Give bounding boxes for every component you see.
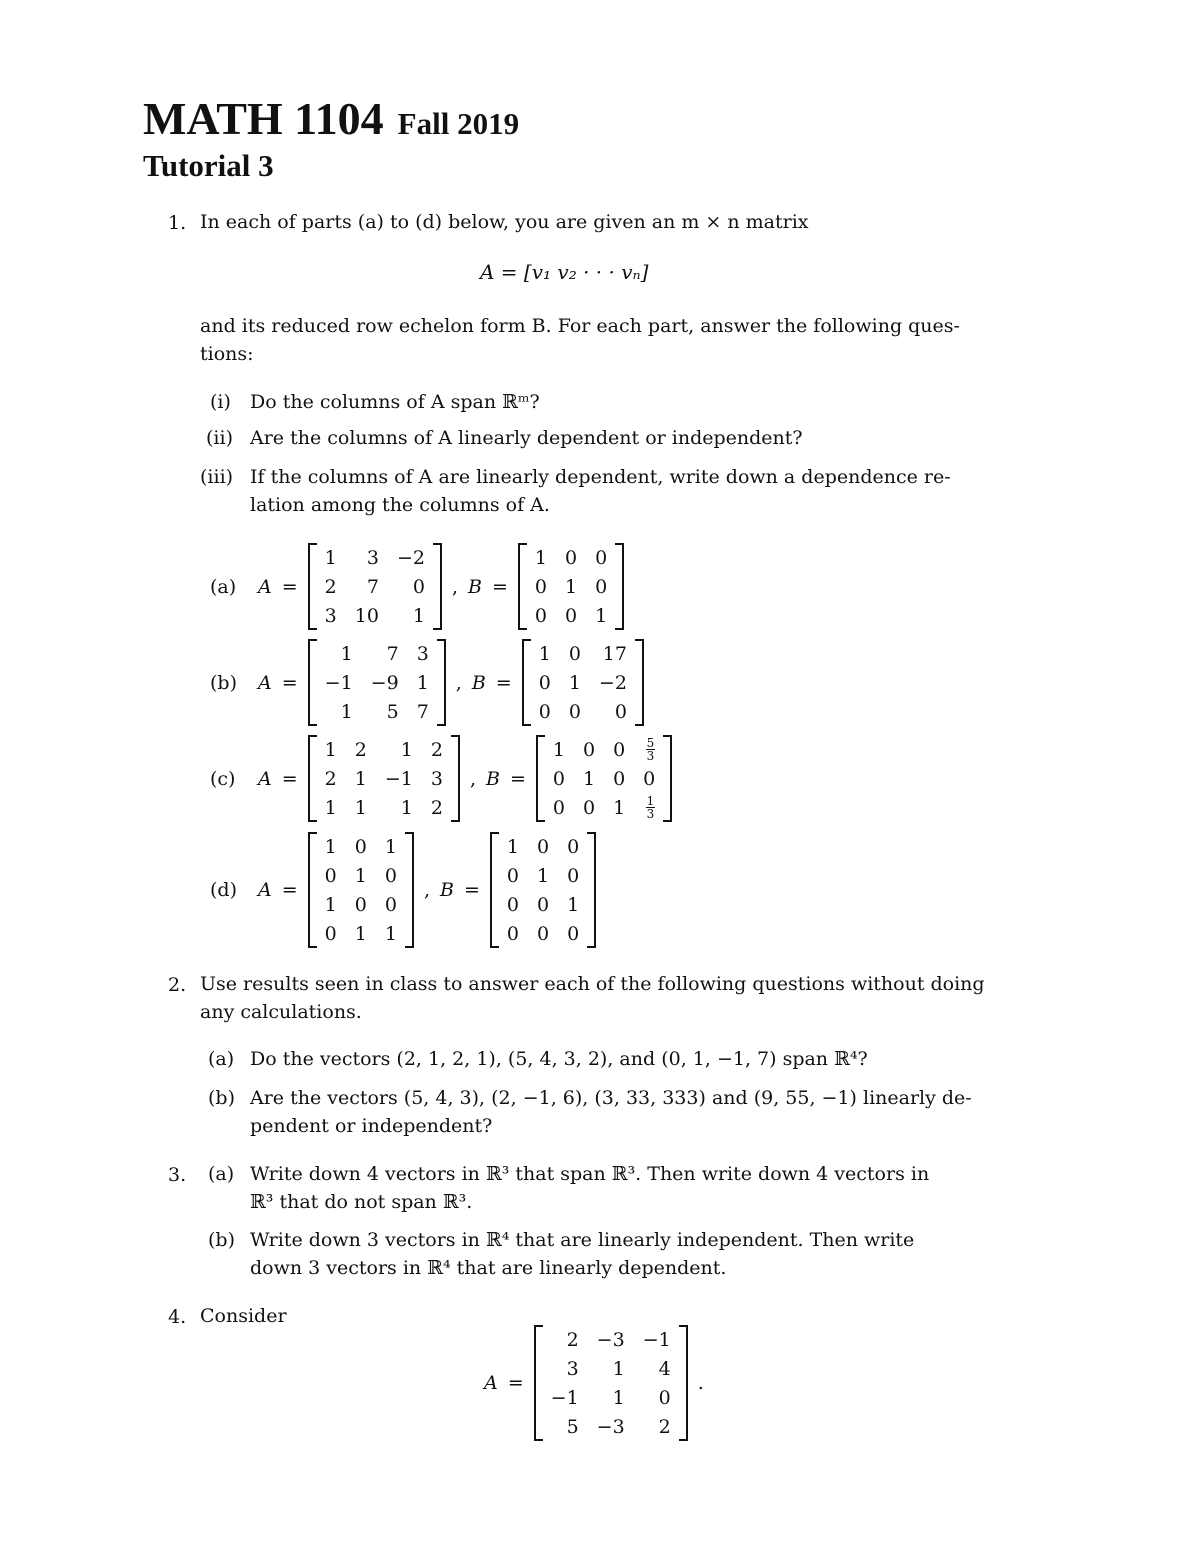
- matrix-entry: 2: [324, 767, 337, 790]
- subtitle: Tutorial 3: [143, 148, 274, 183]
- matrix-entry: 0: [536, 835, 550, 858]
- matrix-entry: 0: [324, 864, 337, 887]
- q3-a-1: Write down 4 vectors in ℝ³ that span ℝ³. Then write down 4 vectors in: [250, 1163, 930, 1185]
- matrix-A-q4: [534, 1325, 688, 1441]
- matrix-entry: 0: [506, 864, 519, 887]
- matrix-A-d: [308, 832, 414, 948]
- matrix-entry: 1: [324, 893, 337, 916]
- matrix-entry: 0: [568, 700, 581, 723]
- q1-part-a: (a) A = 1 3 −2 2 7 0 3 10 1 , B = 1 0 0 0 1 0 0 0 1: [210, 543, 624, 630]
- q4-intro: Consider: [200, 1305, 287, 1327]
- matrix-entry: 7: [366, 575, 379, 598]
- q2-intro-2: any calculations.: [200, 1001, 362, 1023]
- matrix-A-a: [308, 543, 442, 630]
- matrix-entry: −1: [550, 1386, 579, 1409]
- matrix-entry: 1: [536, 864, 550, 887]
- matrix-entry: −2: [598, 671, 627, 694]
- matrix-entry: 1: [354, 864, 367, 887]
- q1-item-ii: Are the columns of A linearly dependent or independent?: [250, 427, 803, 449]
- matrix-entry: 1: [582, 767, 596, 790]
- q4-matrix-eq: A = 2 −3 −1 3 1 4 −1 1 0 5 −3 2 .: [484, 1325, 714, 1441]
- matrix-entry: 1: [324, 546, 337, 569]
- q3-number: 3.: [168, 1164, 187, 1186]
- matrix-entry: 0: [384, 893, 397, 916]
- q2-intro-1: Use results seen in class to answer each of the following questions without doing: [200, 973, 985, 995]
- matrix-entry: 1: [340, 700, 353, 723]
- matrix-entry: 7: [416, 700, 429, 723]
- part-a-label: (a): [210, 575, 237, 598]
- matrix-entry: 1: [613, 796, 626, 819]
- q1-item-ii-label: (ii): [206, 427, 233, 449]
- q2-number: 2.: [168, 974, 187, 996]
- q1-item-i-label: (i): [210, 391, 231, 413]
- matrix-entry: 0: [613, 767, 626, 790]
- matrix-entry: 4: [658, 1357, 671, 1380]
- matrix-entry: 0: [384, 864, 397, 887]
- matrix-entry: 0: [324, 922, 337, 945]
- matrix-entry: 3: [366, 546, 379, 569]
- matrix-entry: 0: [506, 922, 519, 945]
- matrix-entry: 2: [430, 738, 443, 761]
- matrix-entry: 1: [412, 604, 425, 627]
- matrix-a-symbol-q4: A: [484, 1372, 498, 1394]
- matrix-entry: 1: [595, 604, 608, 627]
- matrix-entry: 0: [614, 700, 627, 723]
- matrix-entry: 2: [324, 575, 337, 598]
- matrix-entry: 1: [384, 835, 397, 858]
- matrix-entry: 0: [567, 922, 580, 945]
- matrix-entry: 2: [354, 738, 367, 761]
- matrix-entry: 0: [552, 767, 565, 790]
- matrix-entry: 0: [506, 893, 519, 916]
- matrix-entry: 3: [430, 767, 443, 790]
- course-code: MATH 1104: [143, 93, 384, 144]
- matrix-entry: 2: [658, 1415, 671, 1438]
- matrix-entry: 3: [566, 1357, 579, 1380]
- matrix-entry: 1: [612, 1357, 625, 1380]
- q2-b-1: Are the vectors (5, 4, 3), (2, −1, 6), (3, 33, 333) and (9, 55, −1) linearly de-: [250, 1087, 972, 1109]
- matrix-entry: 0: [643, 767, 656, 790]
- part-c-label: (c): [210, 767, 236, 790]
- matrix-entry: $\frac{1}{3}$: [646, 794, 655, 821]
- q2-b-2: pendent or independent?: [250, 1115, 493, 1137]
- q1-after-2: tions:: [200, 343, 254, 365]
- q1-part-b: (b) A = 1 7 3 −1 −9 1 1 5 7 , B = 1 0 17 0 1 −2 0 0 0: [210, 639, 644, 726]
- q1-item-iii-label: (iii): [200, 466, 234, 488]
- q3-a-label: (a): [208, 1163, 235, 1185]
- q3-b-1: Write down 3 vectors in ℝ⁴ that are linearly independent. Then write: [250, 1229, 915, 1251]
- part-b-label: (b): [210, 671, 237, 694]
- matrix-entry: 0: [412, 575, 425, 598]
- matrix-entry: 1: [552, 738, 565, 761]
- matrix-entry: 3: [324, 604, 337, 627]
- matrix-entry: 0: [595, 575, 608, 598]
- matrix-B-c: [536, 735, 672, 822]
- matrix-entry: 1: [506, 835, 519, 858]
- matrix-entry: 0: [536, 893, 550, 916]
- matrix-entry: 1: [416, 671, 429, 694]
- matrix-entry: 0: [552, 796, 565, 819]
- matrix-entry: 0: [567, 835, 580, 858]
- matrix-entry: 0: [564, 546, 578, 569]
- q1-matrix-def: A = [v₁ v₂ · · · vₙ]: [480, 260, 649, 284]
- part-d-label: (d): [210, 879, 237, 901]
- matrix-entry: 0: [534, 604, 547, 627]
- q4-number: 4.: [168, 1306, 187, 1328]
- q1-part-d: (d) A = 1 0 1 0 1 0 1 0 0 0 1 1 , B = 1 0 0 0 1 0 0 0 1 0 0 0: [210, 832, 596, 948]
- matrix-b-symbol: B: [468, 575, 482, 598]
- matrix-entry: 1: [400, 796, 413, 819]
- matrix-entry: −9: [370, 671, 399, 694]
- matrix-entry: 1: [538, 642, 551, 665]
- matrix-entry: 10: [354, 604, 379, 627]
- matrix-entry: 0: [564, 604, 578, 627]
- q2-a: Do the vectors (2, 1, 2, 1), (5, 4, 3, 2), and (0, 1, −1, 7) span ℝ⁴?: [250, 1048, 868, 1070]
- matrix-entry: 1: [564, 575, 578, 598]
- q2-a-label: (a): [208, 1048, 235, 1070]
- matrix-entry: 1: [568, 671, 581, 694]
- matrix-entry: 0: [595, 546, 608, 569]
- matrix-entry: 0: [582, 738, 596, 761]
- matrix-entry: 0: [538, 700, 551, 723]
- matrix-entry: 2: [430, 796, 443, 819]
- matrix-entry: $\frac{5}{3}$: [646, 736, 655, 763]
- matrix-entry: 5: [566, 1415, 579, 1438]
- matrix-entry: 17: [602, 642, 627, 665]
- matrix-entry: 0: [658, 1386, 671, 1409]
- page-title: [143, 92, 519, 145]
- matrix-entry: 2: [566, 1328, 579, 1351]
- q1-intro: In each of parts (a) to (d) below, you are given an m × n matrix: [200, 211, 809, 233]
- matrix-entry: 1: [324, 738, 337, 761]
- matrix-entry: 5: [386, 700, 399, 723]
- matrix-A-b: [308, 639, 446, 726]
- q3-b-2: down 3 vectors in ℝ⁴ that are linearly dependent.: [250, 1257, 727, 1279]
- matrix-entry: 0: [538, 671, 551, 694]
- matrix-B-d: [490, 832, 596, 948]
- matrix-entry: 7: [386, 642, 399, 665]
- matrix-A-c: [308, 735, 460, 822]
- matrix-entry: 1: [612, 1386, 625, 1409]
- matrix-entry: 1: [567, 893, 580, 916]
- matrix-entry: −3: [596, 1328, 625, 1351]
- matrix-entry: 0: [568, 642, 581, 665]
- matrix-entry: −2: [396, 546, 425, 569]
- matrix-entry: 1: [354, 767, 367, 790]
- matrix-entry: −1: [384, 767, 413, 790]
- matrix-entry: 0: [613, 738, 626, 761]
- term: Fall 2019: [397, 106, 520, 141]
- matrix-entry: −1: [642, 1328, 671, 1351]
- matrix-entry: 3: [416, 642, 429, 665]
- matrix-entry: −1: [324, 671, 353, 694]
- matrix-entry: 1: [340, 642, 353, 665]
- matrix-entry: 0: [536, 922, 550, 945]
- q1-item-iii-cont: lation among the columns of A.: [250, 494, 550, 516]
- matrix-entry: 1: [324, 796, 337, 819]
- q1-after-1: and its reduced row echelon form B. For each part, answer the following ques-: [200, 315, 960, 337]
- q2-b-label: (b): [208, 1087, 235, 1109]
- matrix-entry: 1: [534, 546, 547, 569]
- matrix-entry: 0: [534, 575, 547, 598]
- matrix-B-b: [522, 639, 644, 726]
- matrix-B-a: [518, 543, 624, 630]
- matrix-entry: 1: [400, 738, 413, 761]
- q3-a-2: ℝ³ that do not span ℝ³.: [250, 1191, 473, 1213]
- q3-b-label: (b): [208, 1229, 235, 1251]
- matrix-entry: −3: [596, 1415, 625, 1438]
- matrix-entry: 0: [582, 796, 596, 819]
- matrix-a-symbol: A: [258, 575, 272, 598]
- matrix-entry: 1: [354, 922, 367, 945]
- matrix-entry: 1: [324, 835, 337, 858]
- matrix-entry: 0: [354, 835, 367, 858]
- q1-number: 1.: [168, 212, 187, 234]
- matrix-entry: 0: [354, 893, 367, 916]
- q1-item-i: Do the columns of A span ℝᵐ?: [250, 391, 540, 413]
- q1-item-iii: If the columns of A are linearly dependent, write down a dependence re-: [250, 466, 951, 488]
- matrix-entry: 0: [567, 864, 580, 887]
- q1-part-c: (c) A = 1 2 1 2 2 1 −1 3 1 1 1 2 , B = 1 0 0 $\frac{5}{3}$ 0 1 0 0 0 0 1 $\frac{1}{3}$: [210, 735, 672, 822]
- matrix-entry: 1: [384, 922, 397, 945]
- matrix-entry: 1: [354, 796, 367, 819]
